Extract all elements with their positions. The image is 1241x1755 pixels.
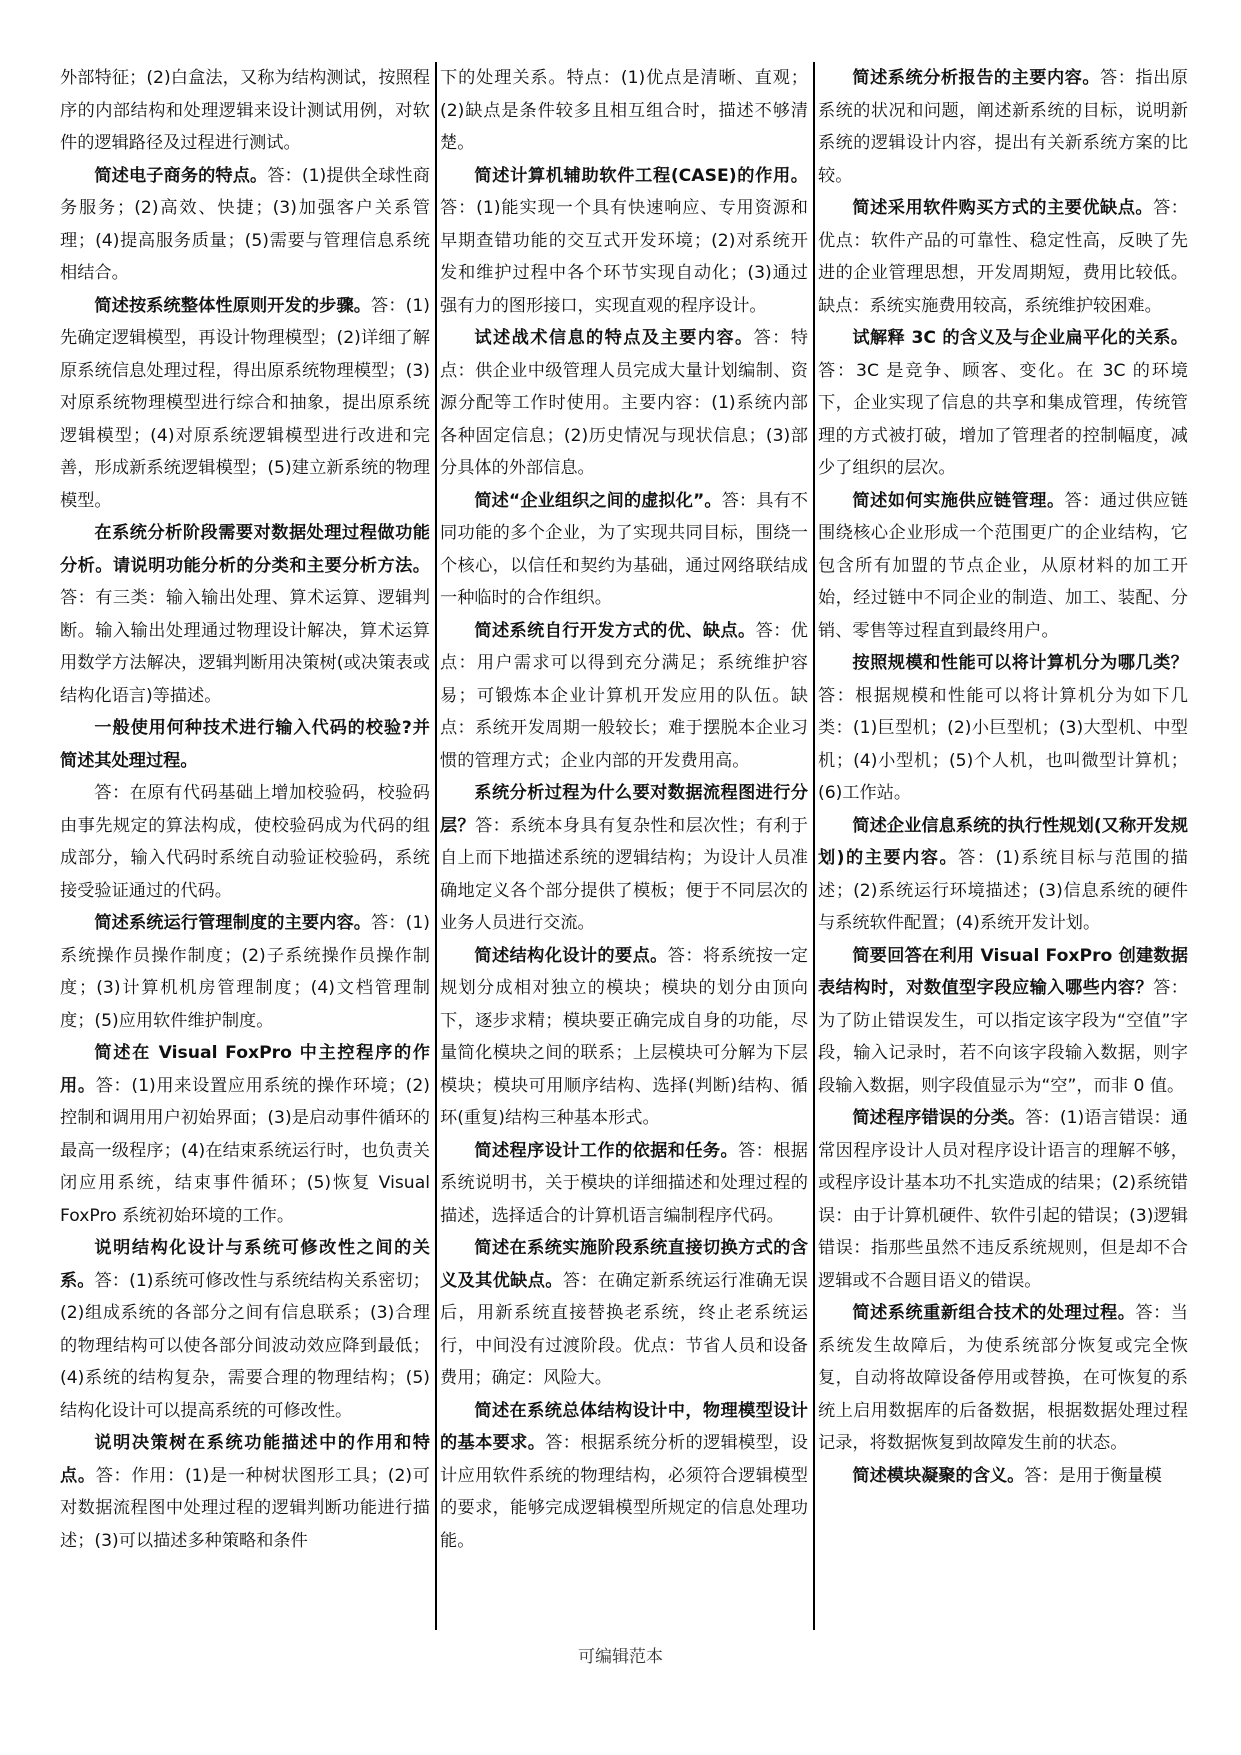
qa-paragraph <box>60 62 430 160</box>
question-text: 简述如何实施供应链管理。 <box>852 490 1065 511</box>
document-page <box>60 62 1188 1630</box>
question-text: 简述模块凝聚的含义。 <box>852 1465 1025 1486</box>
answer-text: 答：(1)用来设置应用系统的操作环境；(2)控制和调用用户初始界面；(3)是启动事件循环的最高一级程序；(4)在结束系统运行时，也负责关闭应用系统，结束事件循环；(5)恢复 Visual FoxPro 系统初始环境的工作。 <box>60 1075 430 1226</box>
question-text: 按照规模和性能可以将计算机分为哪几类？ <box>852 653 1188 673</box>
answer-text: 答：具有不同功能的多个企业，为了实现共同目标，围绕一个核心，以信任和契约为基础，通过网络联结成一种临时的合作组织。 <box>440 490 808 608</box>
qa-paragraph <box>60 517 430 712</box>
answer-text: 答：(1)系统操作员操作制度；(2)子系统操作员操作制度；(3)计算机机房管理制度；(4)文档管理制度；(5)应用软件维护制度。 <box>60 913 430 1031</box>
text-column-middle <box>438 62 812 1630</box>
question-text: 简述系统自行开发方式的优、缺点。 <box>474 620 756 641</box>
qa-paragraph <box>440 1232 808 1395</box>
qa-paragraph <box>440 62 808 160</box>
qa-paragraph <box>60 1037 430 1232</box>
question-text: 简述结构化设计的要点。 <box>474 945 668 966</box>
qa-paragraph <box>440 322 808 485</box>
answer-text: 答：系统本身具有复杂性和层次性；有利于自上而下地描述系统的逻辑结构；为设计人员准确地定义各个部分提供了模板；便于不同层次的业务人员进行交流。 <box>440 815 808 933</box>
question-text: 简述程序设计工作的依据和任务。 <box>474 1140 739 1161</box>
answer-text: 答：(1)能实现一个具有快速响应、专用资源和早期查错功能的交互式开发环境；(2)对系统开发和维护过程中各个环节实现自动化；(3)通过强有力的图形接口，实现直观的程序设计。 <box>440 198 808 316</box>
answer-text: 答：指出原系统的状况和问题，阐述新系统的目标，说明新系统的逻辑设计内容，提出有关新系统方案的比较。 <box>818 68 1188 186</box>
qa-paragraph <box>818 1460 1188 1493</box>
answer-text: 答：有三类：输入输出处理、算术运算、逻辑判断。输入输出处理通过物理设计解决，算术运算用数学方法解决，逻辑判断用决策树(或决策表或结构化语言)等描述。 <box>60 588 430 706</box>
question-text: 简述计算机辅助软件工程(CASE)的作用。 <box>474 165 808 186</box>
question-text: 简述程序错误的分类。 <box>852 1108 1026 1128</box>
answer-text: 答：在原有代码基础上增加校验码，校验码由事先规定的算法构成，使校验码成为代码的组成部分，输入代码时系统自动验证校验码，系统接受验证通过的代码。 <box>60 783 430 901</box>
qa-paragraph <box>60 290 430 518</box>
page-footer: 可编辑范本 <box>578 1647 663 1667</box>
qa-paragraph <box>818 810 1188 940</box>
answer-text: 外部特征；(2)白盒法，又称为结构测试，按照程序的内部结构和处理逻辑来设计测试用例，对软件的逻辑路径及过程进行测试。 <box>60 68 430 153</box>
answer-text: 答：优点：软件产品的可靠性、稳定性高，反映了先进的企业管理思想，开发周期短，费用比较低。缺点：系统实施费用较高，系统维护较困难。 <box>818 198 1188 316</box>
question-text: 简述按系统整体性原则开发的步骤。 <box>94 295 372 316</box>
answer-text: 下的处理关系。特点：(1)优点是清晰、直观；(2)缺点是条件较多且相互组合时，描述不够清楚。 <box>440 68 808 153</box>
qa-paragraph <box>818 1297 1188 1460</box>
qa-paragraph <box>60 777 430 907</box>
question-text: 简要回答在利用 Visual FoxPro 创建数据表结构时，对数值型字段应输入哪些内容？ <box>818 945 1188 998</box>
answer-text: 答：(1)提供全球性商务服务；(2)高效、快捷；(3)加强客户关系管理；(4)提高服务质量；(5)需要与管理信息系统相结合。 <box>60 165 430 283</box>
answer-text: 答：特点：供企业中级管理人员完成大量计划编制、资源分配等工作时使用。主要内容：(1)系统内部各种固定信息；(2)历史情况与现状信息；(3)部分具体的外部信息。 <box>440 328 808 478</box>
answer-text: 答：作用：(1)是一种树状图形工具；(2)可对数据流程图中处理过程的逻辑判断功能进行描述；(3)可以描述多种策略和条件 <box>60 1465 430 1551</box>
answer-text: 答：(1)先确定逻辑模型，再设计物理模型；(2)详细了解原系统信息处理过程，得出原系统物理模型；(3)对原系统物理模型进行综合和抽象，提出原系统逻辑模型；(4)对原系统逻辑模型进行改进和完善，形成新系统逻辑模型；(5)建立新系统的物理模型。 <box>60 295 430 511</box>
answer-text: 答：在确定新系统运行准确无误后，用新系统直接替换老系统，终止老系统运行，中间没有过渡阶段。优点：节省人员和设备费用；确定：风险大。 <box>440 1270 808 1388</box>
qa-paragraph <box>818 62 1188 192</box>
question-text: 在系统分析阶段需要对数据处理过程做功能分析。请说明功能分析的分类和主要分析方法。 <box>60 523 430 576</box>
question-text: 一般使用何种技术进行输入代码的校验?并简述其处理过程。 <box>60 718 430 771</box>
question-text: 简述系统运行管理制度的主要内容。 <box>94 913 372 933</box>
answer-text: 答：当系统发生故障后，为使系统部分恢复或完全恢复，自动将故障设备停用或替换，在可恢复的系统上启用数据库的后备数据，根据数据处理过程记录，将数据恢复到故障发生前的状态。 <box>818 1303 1188 1453</box>
qa-paragraph <box>440 1135 808 1233</box>
question-text: 说明决策树在系统功能描述中的作用和特点。 <box>60 1433 430 1486</box>
question-text: 简述“企业组织之间的虚拟化”。 <box>474 490 722 511</box>
answer-text: 答：通过供应链围绕核心企业形成一个范围更广的企业结构，它包含所有加盟的节点企业，从原材料的加工开始，经过链中不同企业的制造、加工、装配、分销、零售等过程直到最终用户。 <box>818 490 1188 641</box>
text-column-left <box>60 62 434 1630</box>
answer-text: 答：(1)系统目标与范围的描述；(2)系统运行环境描述；(3)信息系统的硬件与系统软件配置；(4)系统开发计划。 <box>818 848 1188 933</box>
answer-text: 答：根据规模和性能可以将计算机分为如下几类：(1)巨型机；(2)小巨型机；(3)大型机、中型机；(4)小型机；(5)个人机，也叫微型计算机；(6)工作站。 <box>818 685 1188 803</box>
qa-paragraph <box>440 615 808 778</box>
answer-text: 答：优点：用户需求可以得到充分满足；系统维护容易；可锻炼本企业计算机开发应用的队伍。缺点：系统开发周期一般较长；难于摆脱本企业习惯的管理方式；企业内部的开发费用高。 <box>440 620 808 771</box>
qa-paragraph <box>818 485 1188 648</box>
answer-text: 答：是用于衡量模 <box>1024 1465 1162 1486</box>
question-text: 系统分析过程为什么要对数据流程图进行分层？ <box>440 783 808 836</box>
qa-paragraph <box>60 1427 430 1557</box>
qa-paragraph <box>440 1395 808 1558</box>
question-text: 试述战术信息的特点及主要内容。 <box>474 328 754 348</box>
question-text: 说明结构化设计与系统可修改性之间的关系。 <box>60 1238 430 1291</box>
question-text: 简述在系统总体结构设计中，物理模型设计的基本要求。 <box>440 1400 808 1453</box>
qa-paragraph <box>440 485 808 615</box>
qa-paragraph <box>818 1102 1188 1297</box>
question-text: 简述电子商务的特点。 <box>94 165 268 186</box>
answer-text: 答：(1)系统可修改性与系统结构关系密切；(2)组成系统的各部分之间有信息联系；(3)合理的物理结构可以使各部分间波动效应降到最低；(4)系统的结构复杂，需要合理的物理结构；(5)结构化设计可以提高系统的可修改性。 <box>60 1270 430 1421</box>
column-divider-right <box>813 62 815 1630</box>
question-text: 简述系统分析报告的主要内容。 <box>852 68 1101 88</box>
text-column-right <box>816 62 1188 1630</box>
answer-text: 答：(1)语言错误：通常因程序设计人员对程序设计语言的理解不够，或程序设计基本功不扎实造成的结果；(2)系统错误：由于计算机硬件、软件引起的错误；(3)逻辑错误：指那些虽然不违反系统规则，但是却不合逻辑或不合题目语义的错误。 <box>818 1108 1188 1291</box>
column-divider-left <box>435 62 437 1630</box>
qa-paragraph <box>818 192 1188 322</box>
qa-paragraph <box>60 160 430 290</box>
question-text: 简述采用软件购买方式的主要优缺点。 <box>852 198 1154 218</box>
qa-paragraph <box>440 160 808 323</box>
qa-paragraph <box>818 647 1188 810</box>
question-text: 简述系统重新组合技术的处理过程。 <box>852 1303 1136 1323</box>
qa-paragraph <box>60 712 430 777</box>
qa-paragraph <box>60 907 430 1037</box>
qa-paragraph <box>818 322 1188 485</box>
question-text: 试解释 3C 的含义及与企业扁平化的关系。 <box>852 328 1188 348</box>
answer-text: 答：根据系统说明书，关于模块的详细描述和处理过程的描述，选择适合的计算机语言编制程序代码。 <box>440 1140 808 1226</box>
answer-text: 答：3C 是竞争、顾客、变化。在 3C 的环境下，企业实现了信息的共享和集成管理，传统管理的方式被打破，增加了管理者的控制幅度，减少了组织的层次。 <box>818 360 1188 478</box>
qa-paragraph <box>440 777 808 940</box>
answer-text: 答：为了防止错误发生，可以指定该字段为“空值”字段，输入记录时，若不向该字段输入数据，则字段输入数据，则字段值显示为“空”，而非 0 值。 <box>818 978 1188 1096</box>
question-text: 简述在 Visual FoxPro 中主控程序的作用。 <box>60 1043 430 1096</box>
qa-paragraph <box>818 940 1188 1103</box>
answer-text: 答：将系统按一定规划分成相对独立的模块；模块的划分由顶向下，逐步求精；模块要正确完成自身的功能，尽量简化模块之间的联系；上层模块可分解为下层模块；模块可用顺序结构、选择(判断)结构、循环(重复)结构三种基本形式。 <box>440 945 808 1128</box>
qa-paragraph <box>440 940 808 1135</box>
answer-text: 答：根据系统分析的逻辑模型，设计应用软件系统的物理结构，必须符合逻辑模型的要求，能够完成逻辑模型所规定的信息处理功能。 <box>440 1433 808 1551</box>
question-text: 简述企业信息系统的执行性规划(又称开发规划)的主要内容。 <box>818 815 1188 868</box>
question-text: 简述在系统实施阶段系统直接切换方式的含义及其优缺点。 <box>440 1238 808 1291</box>
qa-paragraph <box>60 1232 430 1427</box>
